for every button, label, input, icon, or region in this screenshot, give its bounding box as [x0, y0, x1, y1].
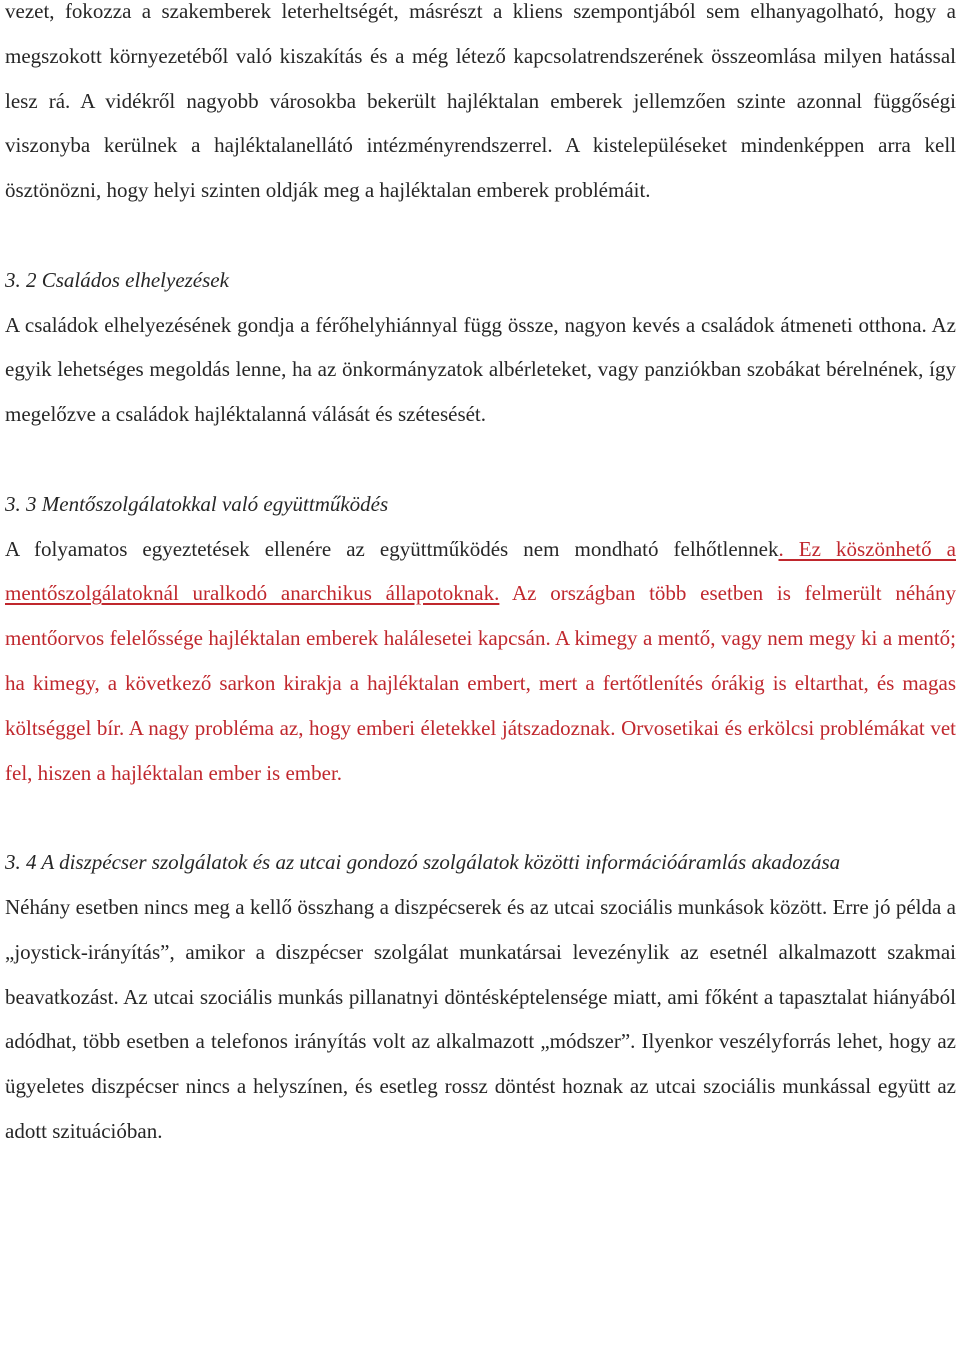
spacer [5, 213, 956, 258]
intro-paragraph: vezet, fokozza a szakemberek leterheltségét, másrészt a kliens szempontjából sem elhanyagolható, hogy a megszokott környezetéből való kiszakítás és a még létező kapcsolatrendszerének összeomlása milyen hatással lesz rá. A vidékről nagyobb városokba bekerült hajléktalan emberek jellemzően szinte azonnal függőségi viszonyba kerülnek a hajléktalanellátó intézményrendszerrel. A kistelepüléseket mindenképpen arra kell ösztönözni, hogy helyi szinten oldják meg a hajléktalan emberek problémáit. [5, 0, 956, 203]
document-page [5, 0, 956, 1154]
section-heading-3-3: 3. 3 Mentőszolgálatokkal való együttműködés [5, 491, 389, 516]
section-heading-3-4: 3. 4 A diszpécser szolgálatok és az utcai gondozó szolgálatok közötti információáramlás akadozása [5, 850, 841, 875]
spacer [5, 437, 956, 482]
section-3-3-plain-text: A folyamatos egyeztetések ellenére az együttműködés nem mondható felhőtlennek [5, 536, 779, 561]
spacer [5, 795, 956, 840]
section-3-3-underlined-text: . Ez köszönhető a mentőszolgálatoknál uralkodó anarchikus állapotoknak. [5, 536, 956, 606]
section-3-4-paragraph: Néhány esetben nincs meg a kellő összhang a diszpécserek és az utcai szociális munkások között. Erre jó példa a „joystick-irányítás”, amikor a diszpécser szolgálat munkatársai levezénylik az esetnél alkalmazott szakmai beavatkozást. Az utcai szociális munkás pillanatnyi döntésképtelensége miatt, ami főként a tapasztalat hiányából adódhat, több esetben a telefonos irányítás volt az alkalmazott „módszer”. Ilyenkor veszélyforrás lehet, hogy az ügyeletes diszpécser nincs a helyszínen, és esetleg rossz döntést hoznak az utcai szociális munkással együtt az adott szituációban. [5, 894, 956, 1143]
section-heading-3-2: 3. 2 Családos elhelyezések [5, 267, 229, 292]
section-3-3-red-text: Az országban több esetben is felmerült néhány mentőorvos felelőssége hajléktalan emberek halálesetei kapcsán. A kimegy a mentő, vagy nem megy ki a mentő; ha kimegy, a következő sarkon kirakja a hajléktalan embert, mert a fertőtlenítés órákig is eltarthat, és magas költséggel bír. A nagy probléma az, hogy emberi életekkel játszadoznak. Orvosetikai és erkölcsi problémákat vet fel, hiszen a hajléktalan ember is ember. [5, 581, 956, 785]
section-3-2-paragraph: A családok elhelyezésének gondja a férőhelyhiánnyal függ össze, nagyon kevés a családok átmeneti otthona. Az egyik lehetséges megoldás lenne, ha az önkormányzatok albérleteket, vagy panziókban szobákat bérelnének, így megelőzve a családok hajléktalanná válását és szétesését. [5, 312, 956, 427]
section-3-3-paragraph [5, 527, 956, 796]
